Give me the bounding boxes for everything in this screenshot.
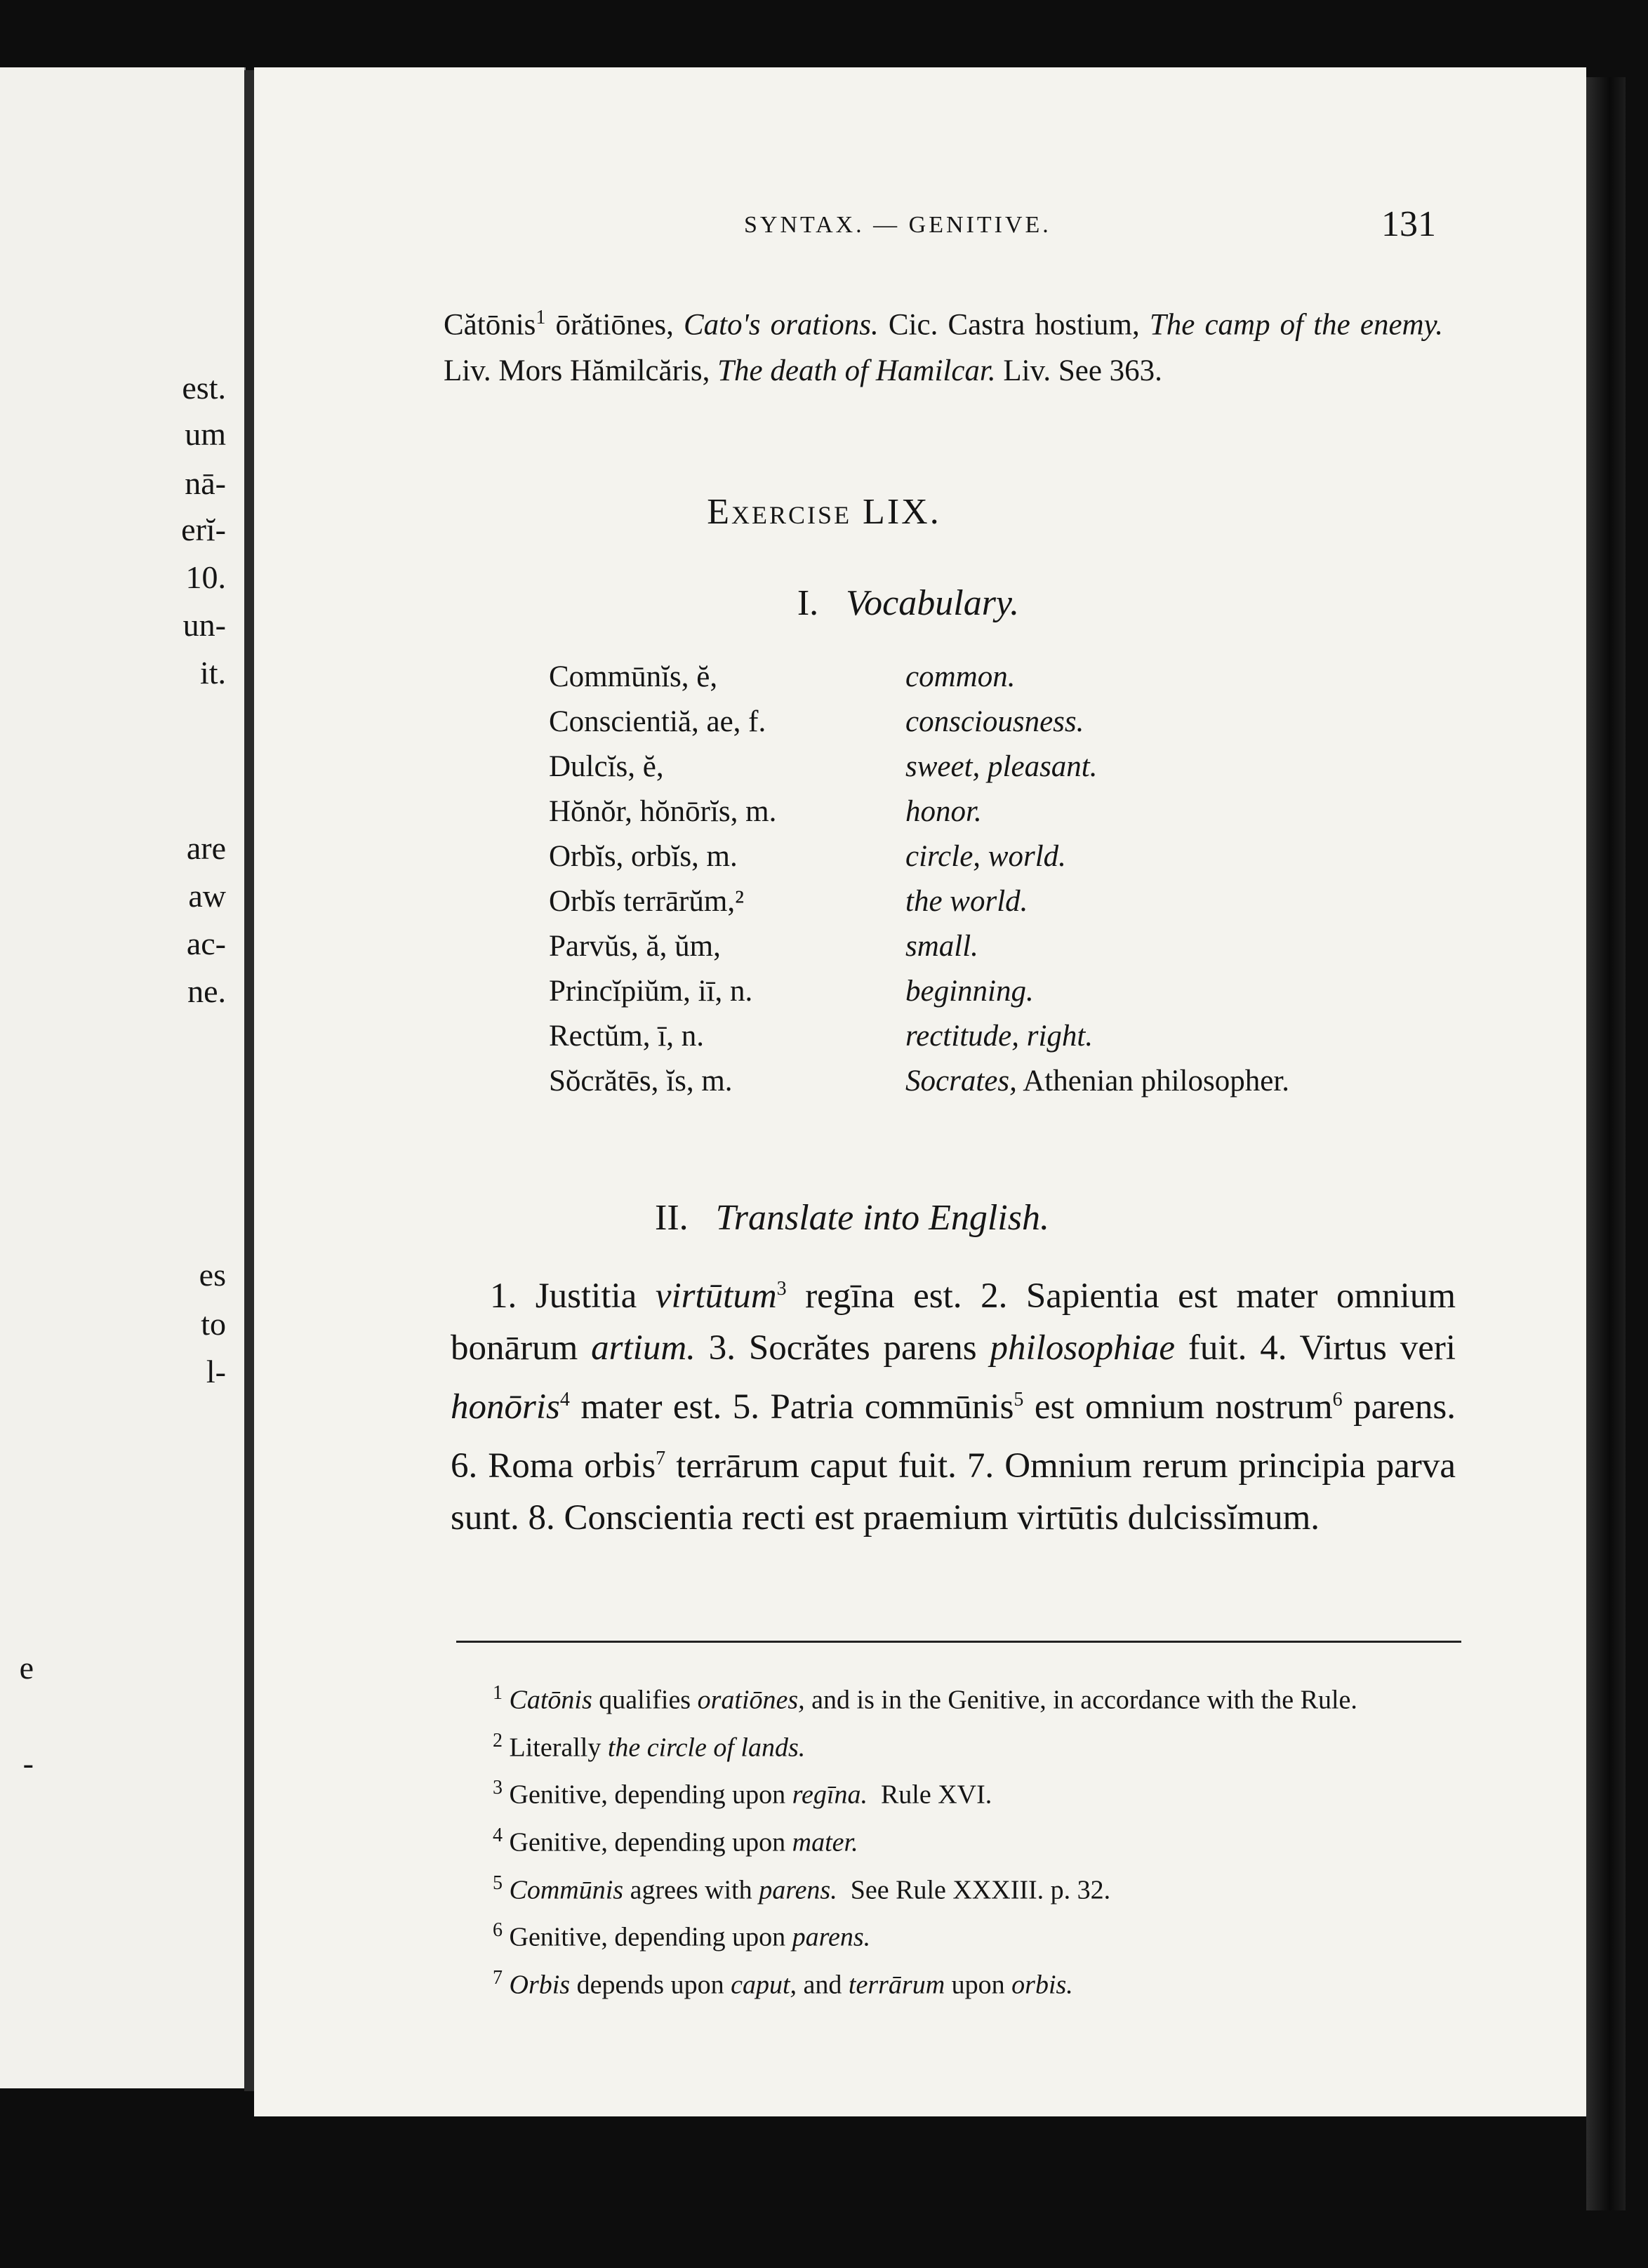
footnote-text: Genitive, depending upon [509,1780,786,1810]
vocab-english: Socrates, [905,1065,1017,1098]
vocab-english: honor. [905,795,982,828]
translation-heading [0,1197,1648,1239]
footnote [456,1910,1461,1958]
sentence-text: fuit. 4. Virtus veri [1188,1328,1456,1368]
intro-word: Cătōnis [444,308,536,342]
vocab-entry [549,705,1412,749]
vocab-english: the world. [905,885,1028,918]
vocab-entry [549,749,1412,794]
left-page-fragment: it. [199,655,226,691]
footnote-ref: 1 [536,307,546,328]
vocab-entry [549,974,1412,1019]
footnote-ref: 7 [656,1448,666,1469]
vocab-entry [549,794,1412,839]
left-page-fragment: est. [182,370,226,406]
vocab-entry [549,839,1412,884]
left-page-fragment: are [186,830,226,866]
footnote-text: Literally [509,1733,602,1763]
footnote-emphasis: Orbis [509,1970,571,2000]
footnote-emphasis: Commūnis [509,1875,624,1905]
footnote-emphasis: Catōnis [509,1685,592,1715]
vocab-entry [549,660,1412,705]
vocab-english: small. [905,930,978,963]
vocab-latin: Rectŭm, ī, n. [549,1020,704,1053]
footnote-text: See Rule XXXIII. p. 32. [850,1875,1111,1905]
footnote-ref: 4 [559,1389,570,1410]
intro-translation: The camp of the enemy. [1149,308,1444,342]
footnote [456,1721,1461,1768]
footnote-number: 3 [493,1777,503,1799]
footnote-emphasis: caput, [731,1970,797,2000]
footnote-text: and [803,1970,842,2000]
footnote-emphasis: terrārum [848,1970,945,2000]
section-title: Vocabulary. [846,583,1020,623]
left-page-fragment: e [19,1650,34,1686]
footnote-text: Genitive, depending upon [509,1922,786,1952]
vocab-latin: Dulcĭs, ĕ, [549,750,664,783]
intro-word: Liv. See 363. [1003,354,1162,388]
sentence-emphasis: honōris [451,1387,560,1427]
left-page-fragment: to [201,1306,226,1342]
sentence-text: mater est. 5. Patria commūnis [580,1387,1014,1427]
sentence-text: regīna est. 2. Sapientia est mater omnium bonārum [451,1276,1456,1368]
footnote [456,1815,1461,1863]
vocab-english: common. [905,660,1016,693]
intro-translation: Cato's orations. [684,308,879,342]
sentence-emphasis: artium. [591,1328,696,1368]
footnote-emphasis: orbis. [1011,1970,1073,2000]
footnote-text: Genitive, depending upon [509,1827,786,1857]
footnote [456,1768,1461,1815]
footnote-emphasis: regīna. [792,1780,868,1810]
page-number: 131 [1381,204,1436,244]
vocab-entry [549,1019,1412,1064]
intro-word: Liv. Mors Hămilcăris, [444,354,710,388]
footnote-divider [456,1641,1461,1643]
sentence-text: 1. Justitia [490,1276,637,1316]
vocab-english: rectitude, right. [905,1020,1094,1053]
left-page-fragment: es [199,1257,226,1293]
vocab-entry [549,1064,1412,1109]
footnotes [456,1673,1461,2006]
vocab-latin: Conscientiă, ae, f. [549,705,766,738]
vocabulary-list [549,660,1412,1109]
footnote [456,1958,1461,2006]
exercise-title: Exercise LIX. [707,492,941,532]
footnote-text: upon [951,1970,1005,2000]
footnote-number: 4 [493,1824,503,1846]
footnote-number: 5 [493,1872,503,1894]
section-title: Translate into English. [715,1198,1049,1238]
left-page-fragment: - [22,1745,34,1781]
book-gutter [244,70,254,2091]
intro-word: ōrătiōnes, [555,308,674,342]
vocab-entry [549,929,1412,974]
left-page-fragment: un- [182,607,226,643]
footnote-ref: 6 [1332,1389,1343,1410]
footnote [456,1673,1461,1721]
footnote-text: and is in the Genitive, in accordance with the Rule. [811,1685,1357,1715]
left-page-edge [0,67,246,2088]
footnote-number: 1 [493,1682,503,1704]
intro-paragraph [444,295,1443,394]
section-number: I. [797,583,819,623]
vocab-latin: Orbĭs terrārŭm,² [549,885,744,918]
vocab-english-extra: Athenian philosopher. [1023,1065,1290,1098]
left-page-fragment: ne. [187,973,226,1009]
footnote-emphasis: parens. [759,1875,837,1905]
sentence-text: 3. Socrătes parens [708,1328,977,1368]
footnote-number: 2 [493,1729,503,1752]
left-page-fragment: l- [206,1354,226,1389]
left-page-fragment: ac- [186,926,226,961]
vocab-english-group [905,1064,1289,1098]
vocab-english: consciousness. [905,705,1084,738]
vocab-english: sweet, pleasant. [905,750,1098,783]
running-head: SYNTAX. — GENITIVE. [744,212,1051,238]
sentence-text: est omnium nostrum [1034,1387,1333,1427]
intro-translation: The death of Hamilcar. [717,354,996,388]
sentence-emphasis: virtūtum [655,1276,777,1316]
footnote-emphasis: parens. [792,1922,871,1952]
footnote-ref: 3 [776,1278,787,1300]
footnote-emphasis: oratiōnes, [697,1685,805,1715]
vocab-english: circle, world. [905,840,1066,873]
vocab-latin: Orbĭs, orbĭs, m. [549,840,738,873]
footnote-ref: 5 [1014,1389,1024,1410]
page-edge-shadow [1586,77,1626,2210]
left-page-fragment: nā- [185,465,226,501]
footnote-emphasis: the circle of lands. [607,1733,806,1763]
footnote-emphasis: mater. [792,1827,858,1857]
sentence-emphasis: philosophiae [990,1328,1175,1368]
vocab-entry [549,884,1412,929]
footnote-number: 6 [493,1919,503,1942]
vocab-latin: Commūnĭs, ĕ, [549,660,718,693]
translation-exercise [451,1263,1456,1544]
footnote-text: Rule XVI. [880,1780,992,1810]
footnote-text: agrees with [630,1875,752,1905]
vocab-english: beginning. [905,975,1034,1008]
sentence-text: parens. 6. Roma orbis [451,1387,1456,1486]
vocab-latin: Hŏnŏr, hŏnōrĭs, m. [549,795,777,828]
vocab-latin: Sŏcrătēs, ĭs, m. [549,1065,733,1098]
vocab-latin: Parvŭs, ă, ŭm, [549,930,721,963]
intro-word: Cic. Castra hostium, [888,308,1140,342]
footnote [456,1863,1461,1911]
footnote-text: depends upon [576,1970,724,2000]
vocabulary-heading [0,582,1648,624]
left-page-fragment: um [185,416,226,452]
vocab-latin: Princĭpiŭm, iī, n. [549,975,753,1008]
left-page-fragment: aw [188,878,226,914]
left-page-fragment: 10. [185,559,226,595]
section-number: II. [655,1198,689,1238]
footnote-number: 7 [493,1966,503,1989]
footnote-text: qualifies [599,1685,691,1715]
sentence-text: terrārum caput fuit. 7. Omnium rerum principia parva sunt. 8. Conscientia recti est praemium virtūtis dulcissĭmum. [451,1446,1456,1537]
left-page-fragment: erĭ- [181,512,226,547]
